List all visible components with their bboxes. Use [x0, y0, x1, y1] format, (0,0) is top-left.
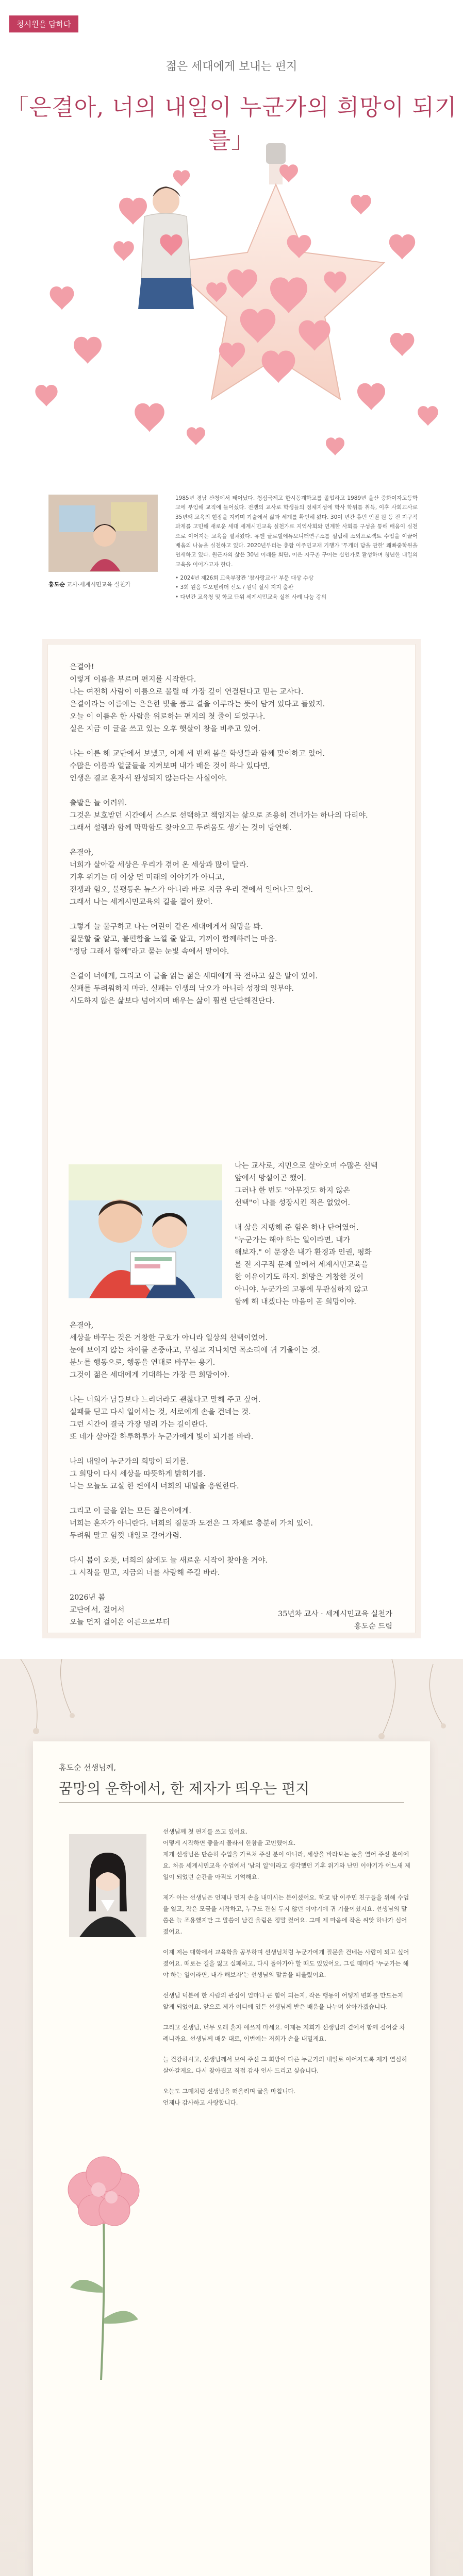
student-photo: [69, 1834, 146, 1937]
letter-paragraph: 은결아, 너희가 살아갈 세상은 우리가 겪어 온 세상과 많이 달라. 기후 위기는 더 이상 먼 미래의 이야기가 아니고, 전쟁과 혐오, 불평등은 뉴스가 아니라 바로 지금 우리 곁에서 일어나고 있어. 그래서 나는 세계시민교육의 길을 걸어 왔어.: [70, 849, 313, 906]
student-letter-body: [163, 1826, 410, 2117]
student-paragraph: 그리고 선생님, 너무 오래 혼자 애쓰지 마세요. 이제는 저희가 선생님의 곁에서 함께 걸어갈 차례니까요. 선생님께 배운 대로, 이번에는 저희가 손을 내밀게요.: [163, 2024, 405, 2042]
photo-side-text: 나는 교사로, 지민으로 살아오며 수많은 선택 앞에서 망설이곤 했어. 그러나 한 번도 "아무것도 하지 않은 선택"이 나를 성장시킨 적은 없었어. 내 삶을 지탱해 준 힘은 하나 단어였어. "누군가는 해야 하는 일이라면, 내가 해보자." 이 문장은 내가 환경과 인권, 평화 를 전 지구적 문제 앞에서 세계시민교육을 한 이유이기도 하지. 희망은 거창한 것이 아니야. 누군가의 고통에 무관심하지 않고 함께 해 내겠다는 마음이 곧 희망이야.: [235, 1162, 378, 1306]
letter-paragraph: 나는 너희가 남들보다 느리더라도 괜찮다고 말해 주고 싶어. 실패를 딛고 다시 일어서는 것, 서로에게 손을 건네는 것. 그런 시간이 결국 가장 멀리 가는 길이란다. 또 네가 살아갈 하루하루가 누군가에게 빛이 되기를 바라.: [70, 1396, 261, 1441]
student-paragraph: 오늘도 그때처럼 선생님을 떠올리며 글을 마칩니다. 언제나 감사하고 사랑합니다.: [163, 2088, 296, 2106]
letter-paragraph: 나의 내일이 누군가의 희망이 되기를. 그 희망이 다시 세상을 따뜻하게 밝히기를. 나는 오늘도 교실 한 켠에서 너희의 내일을 응원한다.: [70, 1458, 239, 1490]
letter-paragraph: 다시 봄이 오듯, 너희의 삶에도 늘 새로운 시작이 찾아올 거야. 그 시작을 믿고, 지금의 너를 사랑해 주길 바라.: [70, 1556, 268, 1577]
subtitle: 젊은 세대에게 보내는 편지: [166, 60, 297, 73]
student-paragraph: 늘 건강하시고, 선생님께서 보여 주신 그 희망이 다른 누군가의 내일로 이어지도록 제가 열심히 살아갈게요. 다시 찾아뵙고 직접 감사 인사 드리고 싶습니다.: [163, 2056, 407, 2074]
letter-paragraph: 은결아, 세상을 바꾸는 것은 거창한 구호가 아니라 일상의 선택이었어. 눈에 보이지 않는 차이를 존중하고, 무심코 지나치던 목소리에 귀 기울이는 것. 분노를 행동으로, 행동을 연대로 바꾸는 용기. 그것이 젊은 세대에게 기대하는 가장 큰 희망이야.: [70, 1321, 320, 1379]
title-divider: [59, 1802, 404, 1803]
student-letter-title: 꿈망의 운학에서, 한 제자가 띄우는 편지: [59, 1780, 310, 1797]
hero-illustration: [0, 124, 463, 495]
title-open-quote: 「: [6, 94, 29, 121]
profile-photo: [48, 495, 158, 572]
letter-signature: 35년차 교사 · 세계시민교육 실천가 홍도순 드림: [278, 1610, 392, 1631]
student-paragraph: 선생님 덕분에 한 사람의 관심이 얼마나 큰 힘이 되는지, 작은 행동이 어떻게 변화를 만드는지 알게 되었어요. 앞으로 제가 어디에 있든 선생님께 받은 배움을 나누며 살아가겠습니다.: [163, 1992, 403, 2010]
bio-item: • 2024년 제26회 교육부장관 '참사랑교사' 부문 대상 수상: [175, 573, 418, 583]
student-paragraph: 제가 아는 선생님은 언제나 먼저 손을 내미시는 분이셨어요. 학교 밖 이주민 친구들을 위해 수업을 열고, 작은 모금을 시작하고, 누구도 관심 두지 않던 이야기에 귀 기울이셨지요. 선생님의 말씀은 늘 조용했지만 그 말씀이 남긴 울림은 정말 컸어요. 그때 제 마음에 작은 씨앗 하나가 심어졌어요.: [163, 1894, 409, 1935]
teacher-letter: [47, 644, 416, 1633]
letter-paragraph: 그리고 이 글을 읽는 모든 젊은이에게. 너희는 혼자가 아니란다. 너희의 질문과 도전은 그 자체로 충분히 가치 있어. 두려워 말고 힘껏 내일로 걸어가렴.: [70, 1507, 313, 1540]
bio-list: [175, 573, 418, 602]
letter-closing-block: [70, 1319, 394, 1641]
bio-paragraph: 1985년 경남 산청에서 태어났다. 청심국제고 한시동계학교를 졸업하고 1989년 울산 중화여자고등학교에 부임해 교직에 들어섰다. 전쟁의 교사로 학생들의 정체지성에 학사 학위를 취득, 이후 사회교사로 35년째 교육의 현장을 지키며 기술에서 삶과 세계를 확인해 왔다. 30여 년간 휴먼 인권 원 등 전 지구적 과제를 고민해 새로운 세대 세계시민교육 실천가로 지역사회와 연계한 사회를 구성을 통해 배움이 실천으로 이어지는 교육을 펼쳐왔다. 유엔 글로벌에듀모니터연구소를 설립해 소외프로젝트 수업을 이끌어 배움의 나눔을 실천하고 있다. 2020년부터는 총합 이주민교재 기행가 '투게더 담을 관한' 쾌빠중학원을 연세하고 있다. 원근자의 삶은 30년 이래를 회단, 이은 지구촌 구어는 십인가로 활성하며 청년한 내일의 교육을 이어가고자 한다.: [175, 495, 418, 568]
bio-item: • 다년간 교육청 및 학교 단위 세계시민교육 실천 사례 나눔 강의: [175, 592, 418, 602]
letter-paragraph: 은결이 너에게, 그리고 이 글을 읽는 젊은 세대에게 꼭 전하고 싶은 말이 있어. 실패를 두려워하지 마라. 실패는 인생의 낙오가 아니라 성장의 일부야. 시도하지 않은 삶보다 넘어지며 배우는 삶이 훨씬 단단해진단다.: [70, 972, 318, 1005]
letter-paragraph: 은결아! 이렇게 이름을 부르며 편지를 시작한다. 나는 여전히 사람이 이름으로 불릴 때 가장 깊이 연결된다고 믿는 교사다. 은결이라는 이름에는 은은한 빛을 품고 결을 이루라는 뜻이 담겨 있다고 들었지. 오늘 이 이름은 한 사람을 위로하는 편지의 첫 줄이 되었구나. 실은 지금 이 글을 쓰고 있는 오후 햇살이 창을 비추고 있어.: [70, 663, 325, 733]
title-close-quote: 」: [231, 127, 255, 154]
series-tag[interactable]: 청시원을 담하다: [9, 15, 78, 32]
bio-item: • 3회 원음 디오텐리더 선도 / 원덕 실시 지지 출판: [175, 583, 418, 592]
title-text: 은결아, 너의 내일이 누군가의 희망이 되기를: [29, 94, 457, 154]
student-letter-greeting: 홍도순 선생님께,: [59, 1763, 116, 1772]
carnation-illustration: [44, 2133, 163, 2380]
classroom-photo: [69, 1164, 222, 1298]
letter-paragraph: 그렇게 늘 물구하고 나는 어린이 같은 세대에게서 희망을 봐. 질문할 줄 알고, 불편함을 느낄 줄 알고, 기꺼이 함께하려는 마음. "정당 그래서 함께"라고 묻는 눈빛 속에서 말이야.: [70, 923, 277, 956]
letter-paragraph: 출발은 늘 어려워. 그것은 보호받던 시간에서 스스로 선택하고 책임지는 삶으로 조용히 건너가는 하나의 다리야. 그래서 설렘과 함께 막막함도 찾아오고 두려움도 생기는 것이 당연해.: [70, 799, 368, 832]
student-paragraph: 이제 저는 대학에서 교육학을 공부하며 선생님처럼 누군가에게 질문을 건네는 사람이 되고 싶어졌어요. 때로는 길을 잃고 실패하고, 다시 돌아가야 할 때도 있었어요. 그럴 때마다 '누군가는 해야 하는 일이라면, 내가 해보자'는 선생님의 말씀을 떠올렸어요.: [163, 1948, 409, 1978]
student-paragraph: 선생님께 첫 편지를 쓰고 있어요. 어떻게 시작하면 좋을지 몰라서 한참을 고민했어요. 제게 선생님은 단순히 수업을 가르쳐 주신 분이 아니라, 세상을 바라보는 눈을 열어 주신 분이에요. 처음 세계시민교육 수업에서 '남의 일'이라고 생각했던 기후 위기와 난민 이야기가 어느새 제 일이 되었던 순간을 아직도 기억해요.: [163, 1828, 410, 1880]
profile-name: 홍도순: [48, 581, 65, 588]
profile-bio: [175, 494, 418, 602]
profile-role: 교사·세계시민교육 실천가: [67, 581, 131, 588]
letter-date: 2026년 봄 교단에서, 걸어서 오늘 먼저 걸어온 어른으로부터: [70, 1594, 170, 1626]
student-letter-section: [0, 1659, 463, 2576]
letter-paragraph: 나는 이른 해 교단에서 보냈고, 이제 세 번째 봄을 학생들과 함께 맞이하고 있어. 수많은 이름과 얼굴들을 지켜보며 내가 배운 것이 하나 있다면, 인생은 결코 혼자서 완성되지 않는다는 사실이야.: [70, 750, 325, 783]
student-letter-card: [33, 1741, 430, 2576]
profile-caption: [48, 580, 167, 588]
